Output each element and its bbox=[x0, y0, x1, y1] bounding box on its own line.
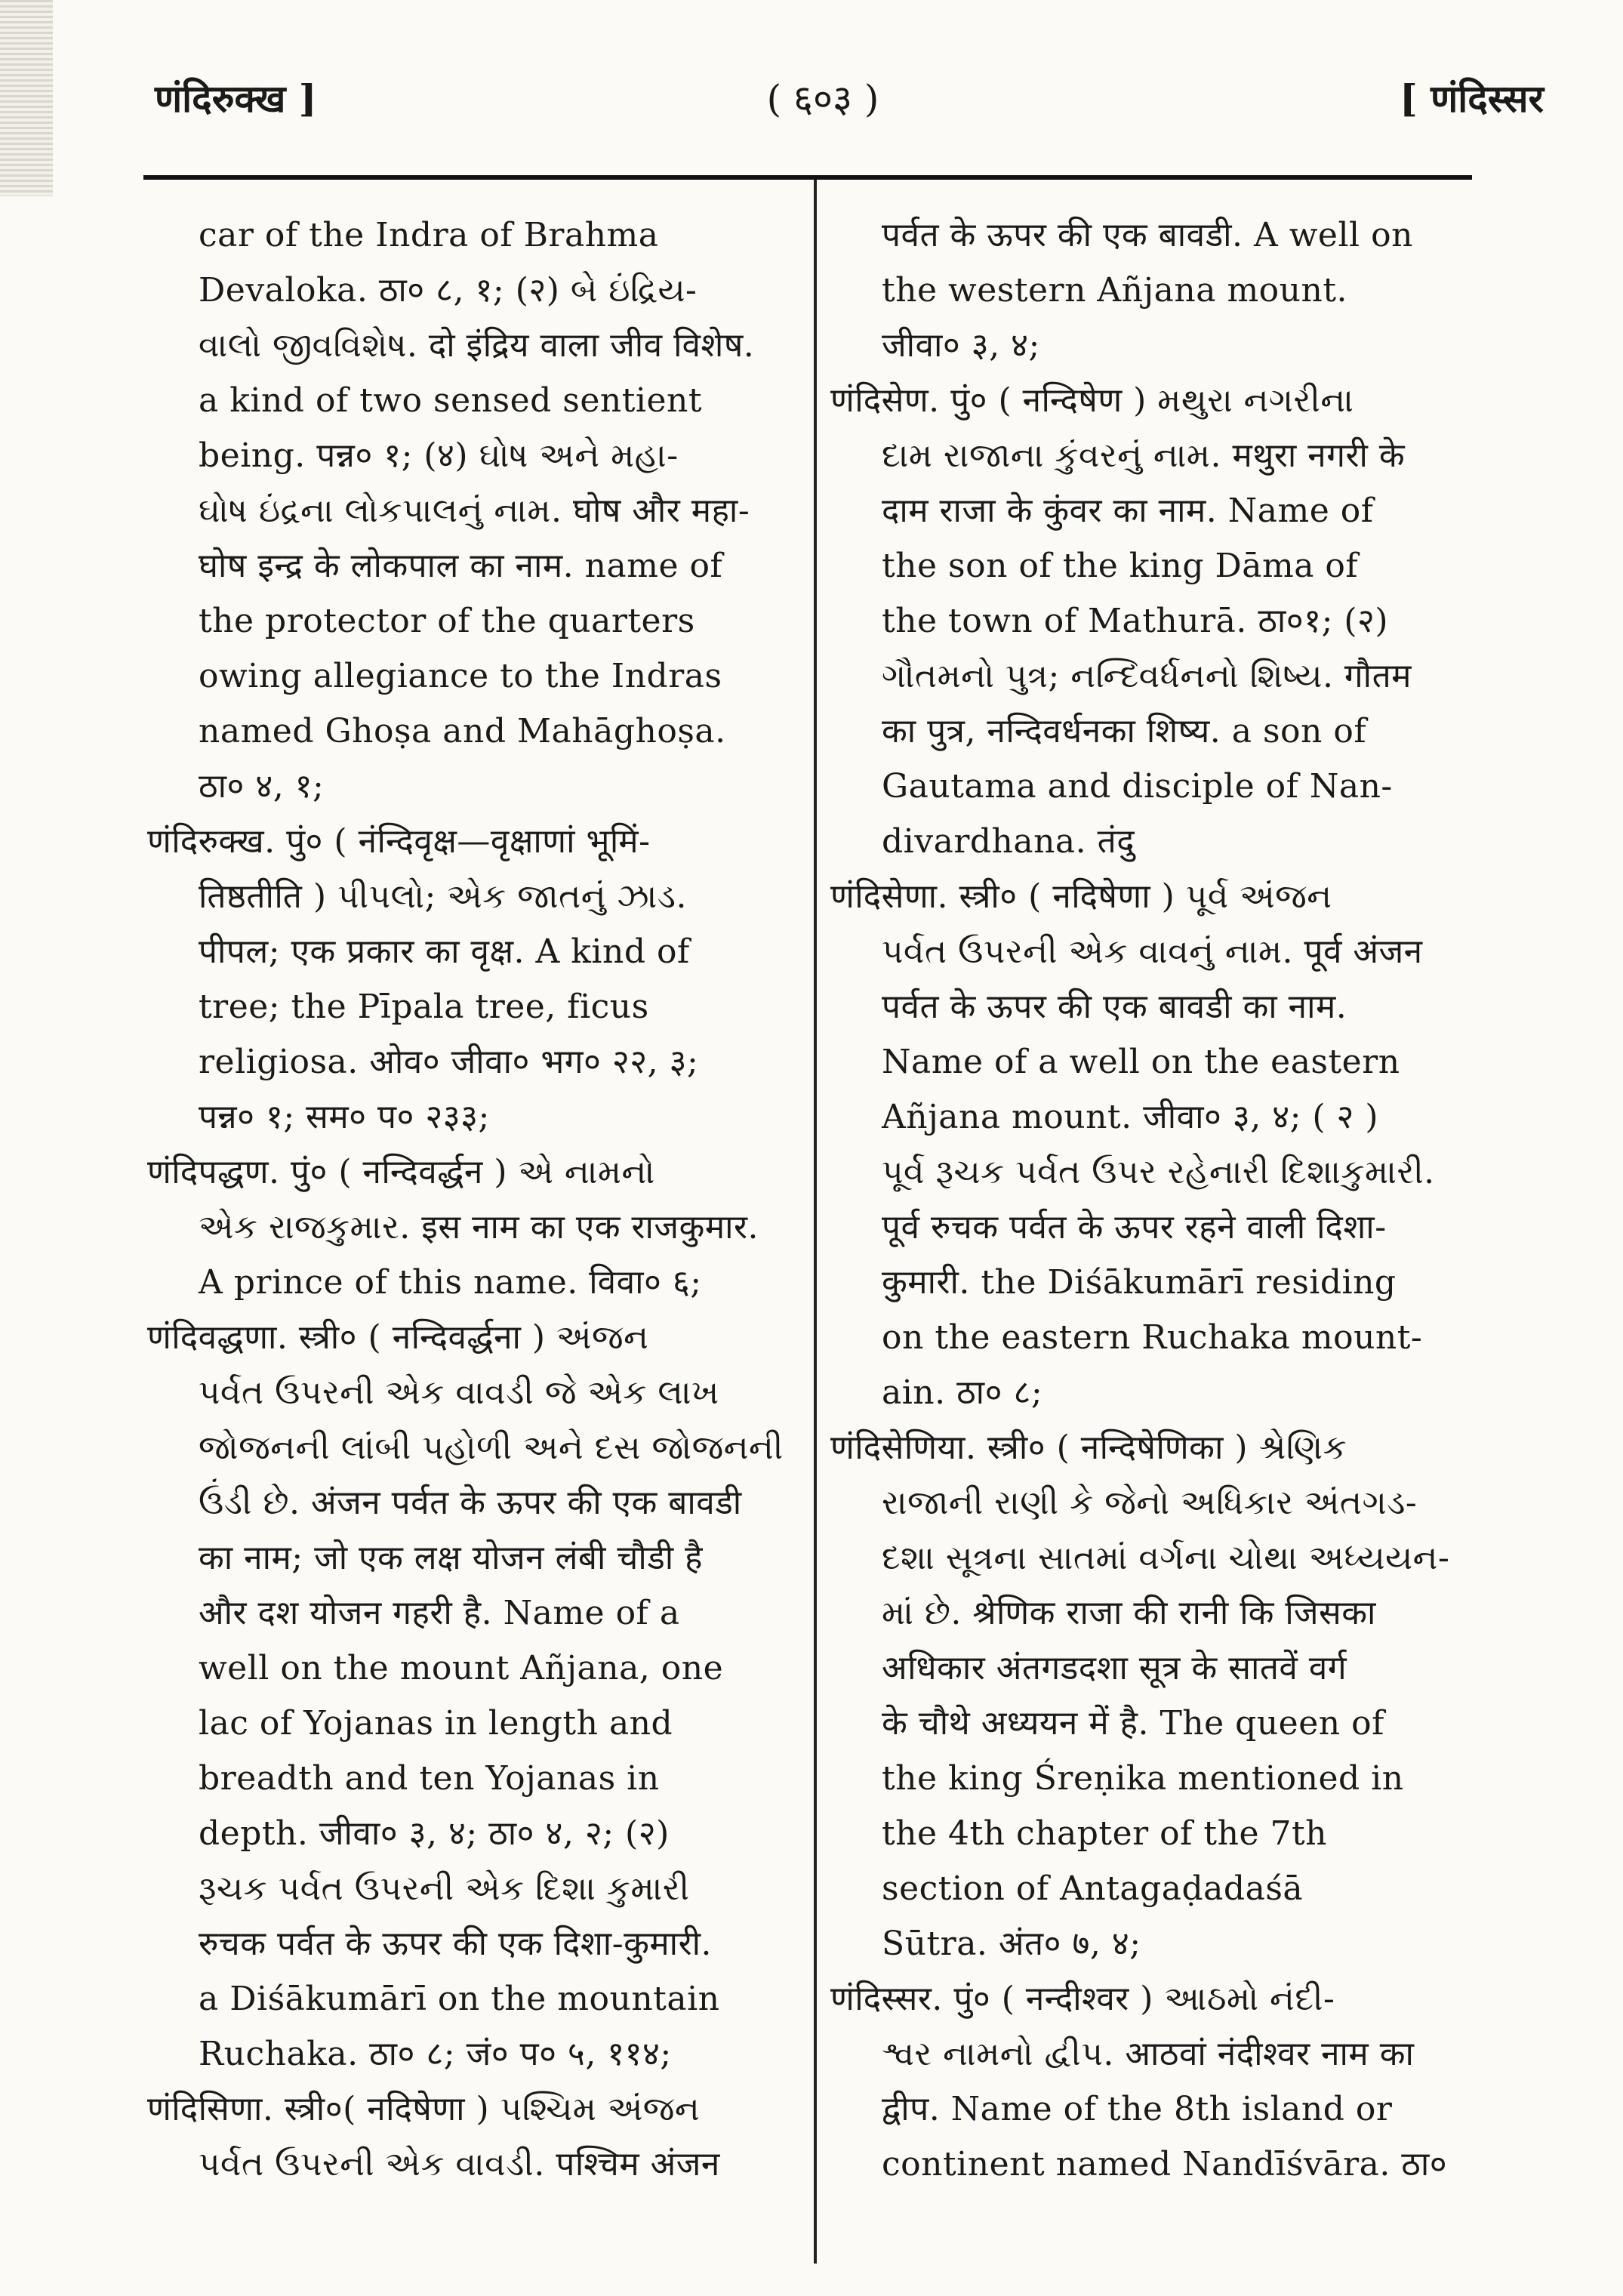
left-text-line: named Ghoṣa and Mahāghoṣa. bbox=[199, 712, 726, 750]
right-text-line: Gautama and disciple of Nan- bbox=[882, 767, 1393, 806]
right-text-line: पर्वत के ऊपर की एक बावडी का नाम. bbox=[882, 988, 1347, 1026]
left-text-line: well on the mount Añjana, one bbox=[199, 1649, 724, 1687]
left-text-line: being. पन्न० १; (४) ઘોષ અને મહા- bbox=[199, 436, 679, 475]
left-text-line: રૂચક પર્વત ઉપરની એક દિશા કુમારી bbox=[199, 1869, 690, 1908]
left-text-line: owing allegiance to the Indras bbox=[199, 657, 722, 695]
right-text-line: का पुत्र, नन्दिवर्धनका शिष्य. a son of bbox=[882, 712, 1367, 750]
left-text-line: જોજનની લાંબી પહોળી અને દસ જોજનની bbox=[199, 1428, 784, 1467]
right-text-line: Name of a well on the eastern bbox=[882, 1043, 1400, 1081]
left-text-line: घोष इन्द्र के लोकपाल का नाम. name of bbox=[199, 547, 723, 585]
left-text-line: the protector of the quarters bbox=[199, 602, 695, 640]
right-text-line: section of Antagaḍadaśā bbox=[882, 1869, 1304, 1908]
left-text-line: car of the Indra of Brahma bbox=[199, 216, 659, 254]
right-text-line: પૂર્વ રૂચક પર્વત ઉપર રહેનારી દિશાકુમારી. bbox=[882, 1153, 1435, 1191]
left-column bbox=[147, 208, 789, 2192]
left-text-line: पन्न० १; सम० प० २३३; bbox=[199, 1098, 490, 1136]
column-divider bbox=[814, 180, 817, 2264]
left-text-line: ઘોષ ઇંદ્રના લોકપાલનું નામ. घोष और महा- bbox=[199, 492, 750, 530]
left-guide-word: णंदिरुक्ख ] bbox=[155, 76, 317, 121]
right-text-line: अधिकार अंतगडदशा सूत्र के सातवें वर्ग bbox=[882, 1649, 1347, 1687]
right-text-line: के चौथे अध्ययन में है. The queen of bbox=[882, 1704, 1384, 1743]
right-entry-head-line: णंदिसेणा. स्त्री० ( नदिषेणा ) પૂર્વ અંજન bbox=[830, 877, 1332, 916]
right-text-line: રાજાની રાણી કે જેનો અધિકાર અંતગડ- bbox=[882, 1484, 1418, 1522]
right-text-line: દામ રાજાના કુંવરનું નામ. मथुरा नगरी के bbox=[882, 436, 1406, 475]
right-guide-word: [ णंदिस्सर bbox=[1400, 76, 1544, 121]
left-entry-head-line: णंदिवद्धणा. स्त्री० ( नन्दिवर्द्धना ) અંજન bbox=[147, 1318, 649, 1357]
left-entry-head-line: णंदिसिणा. स्त्री०( नदिषेणा ) પશ્ચિમ અંજન bbox=[147, 2090, 701, 2128]
right-text-line: the 4th chapter of the 7th bbox=[882, 1814, 1327, 1853]
right-text-line: the king Śreṇika mentioned in bbox=[882, 1759, 1404, 1798]
left-text-line: lac of Yojanas in length and bbox=[199, 1704, 673, 1743]
left-text-line: એક રાજકુમાર. इस नाम का एक राजकुमार. bbox=[199, 1208, 759, 1247]
right-text-line: दाम राजा के कुंवर का नाम. Name of bbox=[882, 492, 1374, 530]
right-text-line: ગૌતમનો પુત્ર; નન્દિવર્ધનનો શિષ્ય. गौतम bbox=[882, 657, 1412, 695]
left-text-line: रुचक पर्वत के ऊपर की एक दिशा-कुमारी. bbox=[199, 1925, 712, 1963]
left-text-line: religiosa. ओव० जीवा० भग० २२, ३; bbox=[199, 1043, 699, 1081]
left-text-line: Ruchaka. ठा० ८; जं० प० ५, ११४; bbox=[199, 2035, 672, 2073]
left-text-line: breadth and ten Yojanas in bbox=[199, 1759, 660, 1798]
right-text-line: Añjana mount. जीवा० ३, ४; ( २ ) bbox=[882, 1098, 1379, 1136]
right-text-line: શ્વર નામનો દ્વીપ. आठवां नंदीश्वर नाम का bbox=[882, 2035, 1415, 2073]
right-text-line: कुमारी. the Diśākumārī residing bbox=[882, 1263, 1397, 1302]
right-text-line: द्वीप. Name of the 8th island or bbox=[882, 2090, 1393, 2128]
left-entry-head-line: णंदिरुक्ख. पुं० ( नंन्दिवृक्ष—वृक्षाणां भूमिं- bbox=[147, 822, 651, 861]
left-text-line: ठा० ४, १; bbox=[199, 767, 325, 806]
right-column bbox=[830, 208, 1480, 2192]
right-text-line: जीवा० ३, ४; bbox=[882, 326, 1040, 365]
left-entry-head-line: णंदिपद्धण. पुं० ( नन्दिवर्द्धन ) એ નામનો bbox=[147, 1153, 655, 1191]
right-text-line: માં છે. श्रेणिक राजा की रानी कि जिसका bbox=[882, 1594, 1376, 1632]
left-text-line: ઉંડી છે. अंजन पर्वत के ऊपर की एक बावडी bbox=[199, 1484, 742, 1522]
right-text-line: ain. ठा० ८; bbox=[882, 1373, 1043, 1412]
right-text-line: on the eastern Ruchaka mount- bbox=[882, 1318, 1423, 1357]
right-text-line: the town of Mathurā. ठा०१; (२) bbox=[882, 602, 1389, 640]
right-text-line: the western Añjana mount. bbox=[882, 271, 1348, 310]
right-text-line: પર્વત ઉપરની એક વાવનું નામ. पूर्व अंजन bbox=[882, 932, 1423, 971]
left-text-line: a kind of two sensed sentient bbox=[199, 381, 703, 420]
page-header bbox=[0, 72, 1623, 132]
left-text-line: tree; the Pīpala tree, ficus bbox=[199, 988, 649, 1026]
left-text-line: और दश योजन गहरी है. Name of a bbox=[199, 1594, 680, 1632]
right-entry-head-line: णंदिसेणिया. स्त्री० ( नन्दिषेणिका ) શ્રેણિક bbox=[830, 1428, 1347, 1467]
right-text-line: the son of the king Dāma of bbox=[882, 547, 1359, 585]
right-entry-head-line: णंदिसेण. पुं० ( नन्दिषेण ) મથુરા નગરીના bbox=[830, 381, 1354, 420]
left-text-line: A prince of this name. विवा० ६; bbox=[199, 1263, 702, 1302]
left-text-line: પર્વત ઉપરની એક વાવડી. पश्चिम अंजन bbox=[199, 2145, 720, 2184]
left-text-line: का नाम; जो एक लक्ष योजन लंबी चौडी है bbox=[199, 1539, 704, 1577]
left-text-line: વાલો જીવવિશેષ. दो इंद्रिय वाला जीव विशेष. bbox=[199, 326, 755, 365]
left-text-line: a Diśākumārī on the mountain bbox=[199, 1980, 720, 2018]
right-text-line: पूर्व रुचक पर्वत के ऊपर रहने वाली दिशा- bbox=[882, 1208, 1387, 1247]
left-text-line: पीपल; एक प्रकार का वृक्ष. A kind of bbox=[199, 932, 690, 971]
page-number: ( ६०३ ) bbox=[766, 77, 879, 121]
right-text-line: continent named Nandīśvāra. ठा० bbox=[882, 2145, 1448, 2184]
right-text-line: દશા સૂત્રના સાતમાં વર્ગના ચોથા અધ્યયન- bbox=[882, 1539, 1450, 1577]
right-entry-head-line: णंदिस्सर. पुं० ( नन्दीश्वर ) આઠમો નંદી- bbox=[830, 1980, 1335, 2018]
right-text-line: Sūtra. अंत० ७, ४; bbox=[882, 1925, 1141, 1963]
left-text-line: Devaloka. ठा० ८, १; (२) બે ઇંદ્રિય- bbox=[199, 271, 698, 310]
right-text-line: divardhana. तंदु bbox=[882, 822, 1135, 861]
left-text-line: depth. जीवा० ३, ४; ठा० ४, २; (२) bbox=[199, 1814, 670, 1853]
left-text-line: तिष्ठतीति ) પીપલો; એક જાતનું ઝાડ. bbox=[199, 877, 687, 916]
left-text-line: પર્વત ઉપરની એક વાવડી જે એક લાખ bbox=[199, 1373, 719, 1412]
right-text-line: पर्वत के ऊपर की एक बावडी. A well on bbox=[882, 216, 1413, 254]
header-rule bbox=[143, 175, 1472, 180]
